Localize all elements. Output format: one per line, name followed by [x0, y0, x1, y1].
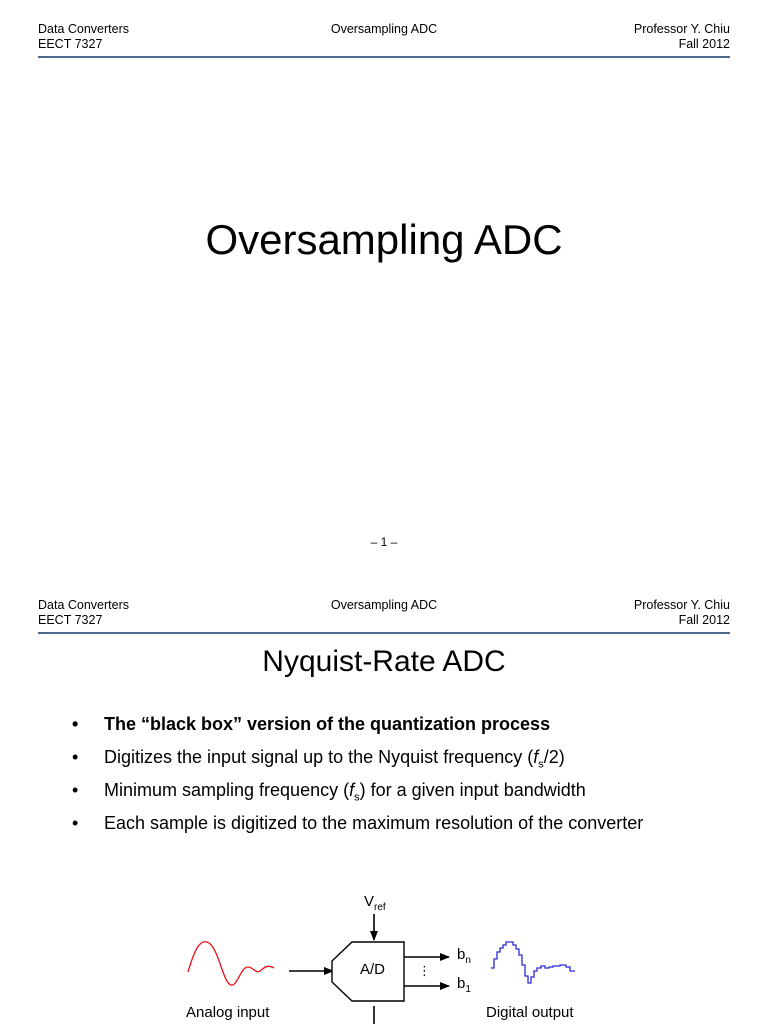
bullet-text: The “black box” version of the quantization process [104, 714, 551, 734]
math-var: f [533, 747, 539, 767]
page-number: – 1 – [370, 535, 398, 549]
semester: Fall 2012 [678, 613, 730, 627]
semester: Fall 2012 [678, 37, 730, 51]
bullet-dot: • [72, 780, 79, 800]
bullet-dot: • [72, 813, 79, 833]
course-code: EECT 7327 [38, 37, 103, 51]
bullet-text: Minimum sampling frequency ( [104, 780, 350, 800]
header-right [634, 22, 730, 52]
ad-block-label: A/D [360, 961, 386, 978]
analog-input-label: Analog input [186, 1004, 270, 1021]
bit-b1-subscript: 1 [465, 984, 471, 995]
vertical-ellipsis: ⋮ [418, 963, 431, 978]
bullet-dot: • [72, 747, 79, 767]
slide-title: Nyquist-Rate ADC [262, 645, 506, 678]
slide-title: Oversampling ADC [205, 216, 563, 263]
bullet-dot: • [72, 714, 79, 734]
header-topic: Oversampling ADC [330, 598, 438, 612]
slide-2 [0, 590, 768, 1024]
digital-output-label: Digital output [486, 1004, 574, 1021]
professor-name: Professor Y. Chiu [633, 598, 730, 612]
bullet-text: Digitizes the input signal up to the Nyquist frequency ( [104, 747, 534, 767]
course-name: Data Converters [38, 598, 130, 612]
bullet-text: Each sample is digitized to the maximum resolution of the converter [104, 813, 644, 833]
bit-bn-subscript: n [465, 955, 471, 966]
math-sub: s [538, 758, 544, 771]
header-topic: Oversampling ADC [330, 22, 438, 36]
adc-block-diagram [0, 590, 768, 1024]
bit-b1-symbol: b [457, 975, 466, 992]
bit-bn-label [457, 946, 471, 970]
course-name: Data Converters [38, 22, 130, 36]
bullet-text-end: ) for a given input bandwidth [359, 780, 586, 800]
vref-symbol: V [364, 893, 375, 910]
slide-header [38, 22, 730, 58]
math-sub: s [354, 791, 360, 804]
digital-waveform [491, 942, 575, 983]
professor-name: Professor Y. Chiu [633, 22, 730, 36]
bit-b1-label [457, 975, 471, 999]
vref-subscript: ref [374, 902, 386, 913]
bit-bn-symbol: b [457, 946, 466, 963]
vref-label [364, 893, 386, 917]
bullet-text-end: /2) [543, 747, 565, 767]
header-divider [38, 56, 730, 58]
analog-waveform [188, 942, 274, 985]
course-code: EECT 7327 [38, 613, 103, 627]
math-var: f [349, 780, 355, 800]
